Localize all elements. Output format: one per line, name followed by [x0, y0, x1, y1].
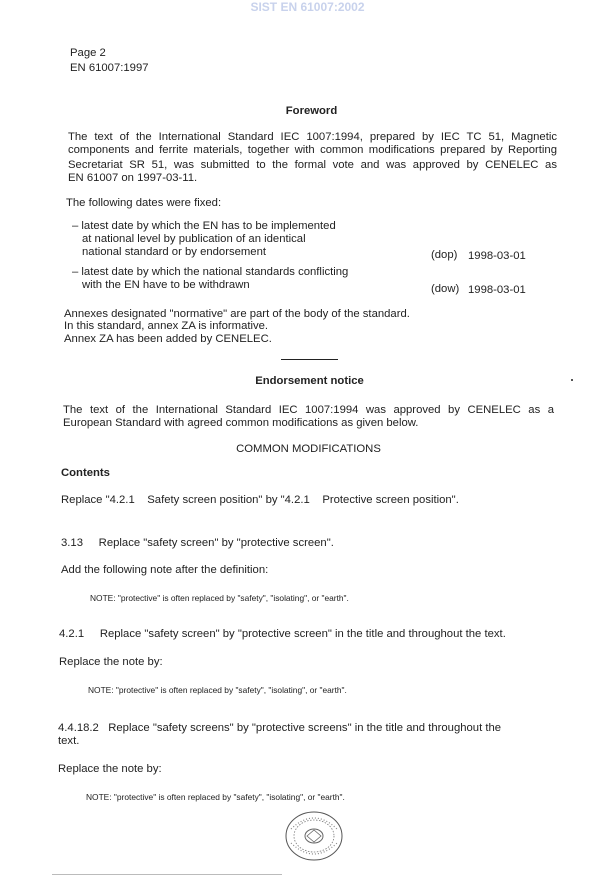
scan-speck: [571, 379, 573, 381]
clause-4-4-18-2: 4.4.18.2 Replace "safety screens" by "protective screens" in the title and throughout the: [58, 722, 502, 734]
contents-replace-line: Replace "4.2.1 Safety screen position" by "4.2.1 Protective screen position".: [61, 494, 459, 506]
clause-4-4-18-2-cont: text.: [58, 735, 80, 747]
dow-code: (dow): [431, 283, 460, 295]
foreword-paragraph-line: EN 61007 on 1997-03-11.: [68, 172, 198, 184]
annex-line: Annexes designated "normative" are part of the body of the standard.: [64, 308, 410, 320]
dow-line: – latest date by which the national standards conflicting: [72, 266, 349, 278]
foreword-heading: Foreword: [285, 105, 338, 117]
page-number: Page 2: [70, 47, 106, 59]
note-text: NOTE: "protective" is often replaced by "safety", "isolating", or "earth".: [86, 792, 345, 802]
clause-4-2-1: 4.2.1 Replace "safety screen" by "protective screen" in the title and throughout the text.: [59, 628, 506, 640]
clause-3-13: 3.13 Replace "safety screen" by "protective screen".: [61, 537, 334, 549]
foreword-paragraph-line: The text of the International Standard IEC 1007:1994, prepared by IEC TC 51, Magnetic: [68, 131, 557, 143]
note-text: NOTE: "protective" is often replaced by "safety", "isolating", or "earth".: [88, 685, 347, 695]
replace-note-instruction: Replace the note by:: [59, 656, 163, 668]
note-text: NOTE: "protective" is often replaced by "safety", "isolating", or "earth".: [90, 593, 349, 603]
dop-date: 1998-03-01: [468, 250, 526, 262]
foreword-paragraph-line: Secretariat SR 51, was submitted to the formal vote and was approved by CENELEC as: [68, 159, 557, 171]
dow-line: with the EN have to be withdrawn: [82, 279, 250, 291]
section-divider: [281, 359, 338, 360]
stamp-seal-icon: [283, 809, 345, 863]
dow-date: 1998-03-01: [468, 284, 526, 296]
dop-code: (dop): [431, 249, 458, 261]
foreword-paragraph-line: components and ferrite materials, together with common modifications prepared by Reporting: [68, 144, 557, 156]
bottom-rule: [52, 874, 282, 875]
common-modifications-heading: COMMON MODIFICATIONS: [236, 443, 381, 455]
endorsement-paragraph-line: European Standard with agreed common modifications as given below.: [63, 417, 419, 429]
dop-line: at national level by publication of an identical: [82, 233, 306, 245]
watermark: SIST EN 61007:2002: [250, 0, 365, 14]
contents-label: Contents: [61, 467, 110, 479]
annex-line: In this standard, annex ZA is informative.: [64, 320, 269, 332]
add-note-instruction: Add the following note after the definition:: [61, 564, 269, 576]
endorsement-heading: Endorsement notice: [255, 375, 364, 387]
dates-intro: The following dates were fixed:: [66, 197, 222, 209]
standard-reference: EN 61007:1997: [70, 62, 149, 74]
replace-note-instruction: Replace the note by:: [58, 763, 162, 775]
endorsement-paragraph-line: The text of the International Standard IEC 1007:1994 was approved by CENELEC as a: [63, 404, 554, 416]
dop-line: national standard or by endorsement: [82, 246, 267, 258]
annex-line: Annex ZA has been added by CENELEC.: [64, 333, 272, 345]
dop-line: – latest date by which the EN has to be implemented: [72, 220, 336, 232]
